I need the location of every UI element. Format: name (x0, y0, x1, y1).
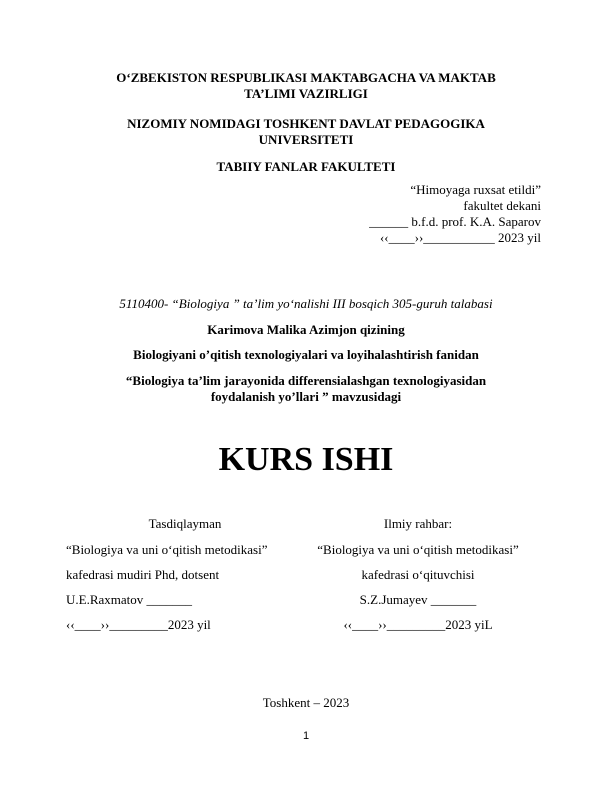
university-heading (0, 116, 612, 148)
approval-block (241, 182, 541, 246)
ministry-heading (0, 70, 612, 102)
document-title: KURS ISHI (218, 441, 394, 478)
right-block-department: “Biologiya va uni o‘qitish metodikasi” (317, 542, 519, 557)
subject-line: Biologiyani o’qitish texnologiyalari va loyihalashtirish fanidan (133, 347, 479, 362)
university-line-1: NIZOMIY NOMIDAGI TOSHKENT DAVLAT PEDAGOGIKA (127, 116, 485, 131)
approval-line-2: fakultet dekani (463, 198, 541, 213)
university-line-2: UNIVERSITETI (258, 132, 354, 147)
left-block-name: U.E.Raxmatov _______ (66, 592, 193, 607)
left-block-label: Tasdiqlayman (148, 516, 222, 531)
topic-title (0, 373, 612, 405)
left-block-position: kafedrasi mudiri Phd, dotsent (66, 567, 220, 582)
approval-line-3: ______ b.f.d. prof. K.A. Saparov (369, 214, 541, 229)
right-block-position: kafedrasi o‘qituvchisi (361, 567, 475, 582)
approval-line-1: “Himoyaga ruxsat etildi” (410, 182, 541, 197)
student-group-line: 5110400- “Biologiya ” ta’lim yo‘nalishi III bosqich 305-guruh talabasi (119, 296, 493, 311)
right-block-label: Ilmiy rahbar: (383, 516, 453, 531)
city-year: Toshkent – 2023 (262, 695, 350, 710)
left-block-department: “Biologiya va uni o‘qitish metodikasi” (66, 542, 268, 557)
right-block-date: ‹‹____››_________2023 yiL (343, 617, 493, 632)
right-block-name: S.Z.Jumayev _______ (359, 592, 477, 607)
faculty-heading: TABIIY FANLAR FAKULTETI (216, 159, 396, 174)
approval-line-4: ‹‹____››___________ 2023 yil (379, 230, 541, 245)
ministry-line-2: TA’LIMI VAZIRLIGI (244, 86, 368, 101)
topic-title-line-2: foydalanish yo’llari ” mavzusidagi (210, 389, 402, 404)
topic-title-line-1: “Biologiya ta’lim jarayonida differensialashgan texnologiyasidan (125, 373, 487, 388)
page-number: 1 (302, 730, 310, 742)
student-name: Karimova Malika Azimjon qizining (207, 322, 405, 337)
left-block-date: ‹‹____››_________2023 yil (66, 617, 211, 632)
ministry-line-1: O‘ZBEKISTON RESPUBLIKASI MAKTABGACHA VA MAKTAB (116, 70, 496, 85)
